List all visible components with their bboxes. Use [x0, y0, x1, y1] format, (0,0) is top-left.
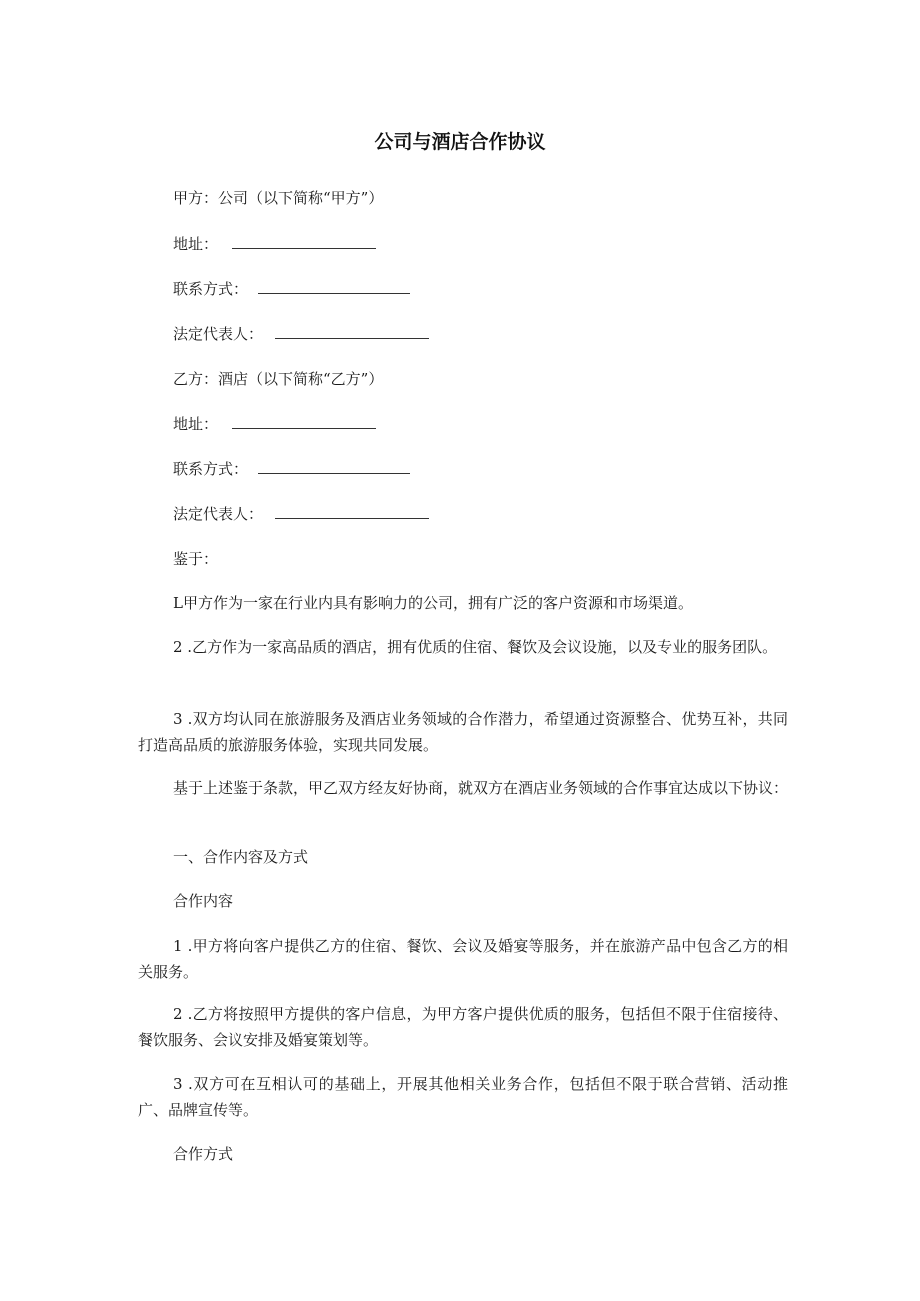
- party-b-contact-label: 联系方式：: [173, 460, 249, 478]
- section-1-sub-method: 合作方式: [173, 1145, 234, 1163]
- preamble-paragraph: 基于上述鉴于条款，甲乙双方经友好协商，就双方在酒店业务领域的合作事宜达成以下协议：: [173, 779, 789, 797]
- party-a-contact-label: 联系方式：: [173, 280, 249, 298]
- cooperation-item-2: 2 .乙方将按照甲方提供的客户信息，为甲方客户提供优质的服务，包括但不限于住宿接待、餐饮服务、会议安排及婚宴策划等。: [138, 1005, 788, 1049]
- party-a-rep-label: 法定代表人：: [173, 325, 264, 343]
- party-a-contact-row: [173, 276, 410, 302]
- party-b-contact-row: [173, 456, 410, 482]
- document-title: 公司与酒店合作协议: [374, 131, 546, 153]
- party-b-rep-blank: [275, 502, 429, 519]
- party-a-rep-row: [173, 321, 429, 347]
- cooperation-item-1: 1 .甲方将向客户提供乙方的住宿、餐饮、会议及婚宴等服务，并在旅游产品中包含乙方的相关服务。: [138, 937, 788, 981]
- section-1-sub-content: 合作内容: [173, 892, 234, 910]
- party-a-rep-blank: [275, 322, 429, 339]
- party-b-rep-label: 法定代表人：: [173, 505, 264, 523]
- cooperation-item-3: 3 .双方可在互相认可的基础上，开展其他相关业务合作，包括但不限于联合营销、活动推广、品牌宣传等。: [138, 1075, 788, 1119]
- party-b-address-blank: [232, 412, 376, 429]
- party-a-address-label: 地址：: [173, 235, 219, 253]
- whereas-item-2: 2 .乙方作为一家高品质的酒店，拥有优质的住宿、餐饮及会议设施，以及专业的服务团队。: [173, 638, 778, 656]
- party-a-intro: 甲方：公司（以下简称“甲方”）: [173, 189, 384, 207]
- party-a-address-row: [173, 231, 376, 257]
- whereas-item-3: 3 .双方均认同在旅游服务及酒店业务领域的合作潜力，希望通过资源整合、优势互补，共同打造高品质的旅游服务体验，实现共同发展。: [138, 710, 788, 754]
- party-b-rep-row: [173, 501, 429, 527]
- party-a-contact-blank: [258, 277, 410, 294]
- party-b-intro: 乙方：酒店（以下简称“乙方”）: [173, 370, 384, 388]
- party-b-address-row: [173, 411, 376, 437]
- party-b-contact-blank: [258, 457, 410, 474]
- party-b-address-label: 地址：: [173, 415, 219, 433]
- whereas-item-1: L甲方作为一家在行业内具有影响力的公司，拥有广泛的客户资源和市场渠道。: [173, 594, 693, 612]
- section-1-heading: 一、合作内容及方式: [173, 848, 309, 866]
- whereas-label: 鉴于：: [173, 550, 219, 568]
- party-a-address-blank: [232, 232, 376, 249]
